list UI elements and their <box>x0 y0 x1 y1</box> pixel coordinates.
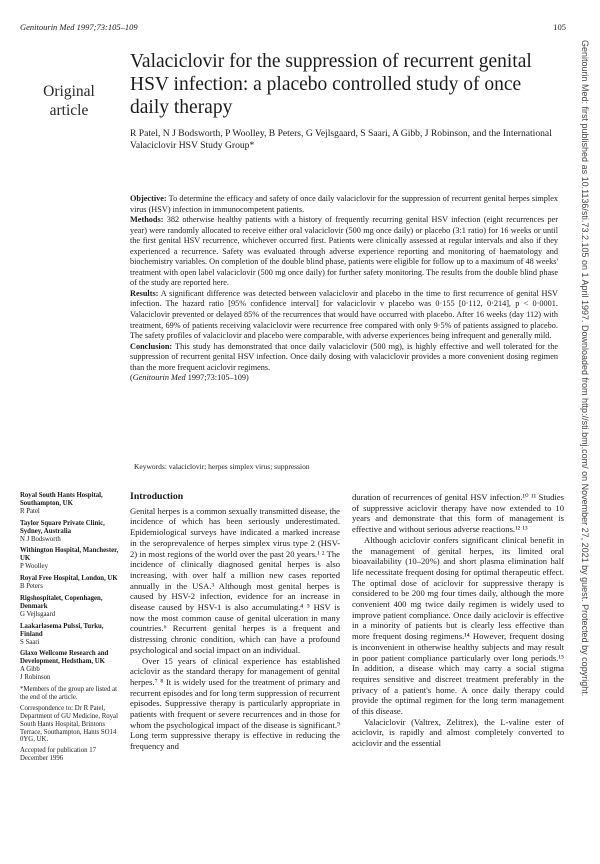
intro-paragraph: Genital herpes is a common sexually transmitted disease, the incidence of which has been seriously underestimated. Epidemiological surveys have indicated a marked increase in the seroprevalence of herpes simplex virus type 2 (HSV-2) in most regions of the world over the past 20 years.¹ ² The incidence of clinically diagnosed genital herpes is also increasing, with over half a million new cases reported annually in the USA.³ Although most genital herpes is caused by HSV-2 infection, evidence for an increase in disease caused by HSV-1 is also accumulating.⁴ ⁵ HSV is now the most common cause of genital ulceration in many countries.⁶ Recurrent genital herpes is a frequent and distressing chronic condition, which can have a profound psychological and social impact on an individual. <box>130 505 340 655</box>
affiliation-institution: Taylor Square Private Clinic, Sydney, Australia <box>20 519 105 535</box>
citation-journal: Genitourin Med <box>132 373 186 383</box>
affiliations <box>20 492 120 763</box>
intro-paragraph: Over 15 years of clinical experience has established aciclovir as the standard therapy for management of genital herpes.⁷ ⁸ It is widely used for the treatment of primary and recurrent episodes and for long term suppression of recurrent episodes. Suppressive therapy is particularly appropriate in patients with frequent or severe recurrences and in those for whom the psychological impact of the disease is significant.⁹ Long term suppressive therapy is effective in reducing the frequency and <box>130 655 340 752</box>
author-list: R Patel, N J Bodsworth, P Woolley, B Peters, G Vejlsgaard, S Saari, A Gibb, J Robinson, and the International Valaciclovir HSV Study Group* <box>130 128 552 151</box>
abstract-results <box>130 289 558 342</box>
accepted-date: Accepted for publication 17 December 1996 <box>20 747 97 763</box>
abstract-methods <box>130 215 558 289</box>
body-paragraph: Valaciclovir (Valtrex, Zelitrex), the L-valine ester of aciclovir, is rapidly and almost completely converted to aciclovir and the essential <box>352 716 564 749</box>
affiliation-author: G Vejlsgaard <box>20 610 56 618</box>
abstract <box>130 194 558 384</box>
running-head: Genitourin Med 1997;73:105–109 <box>20 22 138 32</box>
affiliation-institution: Royal South Hants Hospital, Southampton, UK <box>20 492 103 507</box>
affiliation-institution: Royal Free Hospital, London, UK <box>20 575 118 583</box>
introduction-heading: Introduction <box>130 491 184 502</box>
page-number: 105 <box>553 22 566 32</box>
keywords: Keywords: valaciclovir; herpes simplex virus; suppression <box>134 462 310 471</box>
article-title: Valaciclovir for the suppression of recurrent genital HSV infection: a placebo controlled study of once daily therapy <box>130 51 532 118</box>
affiliation-footnote: *Members of the group are listed at the end of the article. <box>20 686 118 701</box>
download-watermark <box>578 40 592 840</box>
abstract-objective <box>130 194 558 215</box>
methods-text: 382 otherwise healthy patients with a history of frequently recurring genital HSV infection (eight recurrences per year) were randomly allocated to receive either oral valaciclovir (500 mg once daily) or placebo (3:1 ratio) for 16 weeks or until the first genital HSV recurrence, whichever occurred first. Patients were clinically assessed at regular intervals and also if they experienced a recurrence. Safety was evaluated through adverse experience reporting and monitoring of haematology and biochemistry variables. On completion of the double blind phase, patients were eligible for follow up to a maximum of 48 weeks' treatment with open label valaciclovir (500 mg once daily) for further safety monitoring. The results from the double blind phase of the study are reported here. <box>130 215 558 288</box>
affiliation-institution: Glaxo Wellcome Research and Development, Hedstham, UK <box>20 650 109 666</box>
section-label-line-1: Original <box>43 83 95 100</box>
affiliation-institution: Laakarlasema Pulssi, Turku, Finland <box>20 622 104 638</box>
affiliation-author: P Woolley <box>20 563 48 571</box>
conclusion-label: Conclusion: <box>130 341 173 351</box>
results-text: A significant difference was detected between valaciclovir and placebo in the time to first recurrence of genital HSV infection. The hazard ratio [95% confidence interval] for valaciclovir v placebo was 0·155 [0·112, 0·214], p < 0·0001. Valaciclovir prevented or delayed 85% of the recurrences that would have occurred with placebo. After 16 weeks (day 112) with treatment, 69% of patients receiving valaciclovir were recurrence free compared with only 9·5% of patients assigned to placebo. The safety profiles of valaciclovir and placebo were comparable, with adverse experiences being infrequent and generally mild. <box>130 288 558 341</box>
affiliation-author: B Peters <box>20 583 43 591</box>
objective-label: Objective: <box>130 194 167 203</box>
conclusion-text: This study has demonstrated that once daily valaciclovir (500 mg), is highly effective and well tolerated for the suppression of recurrent genital HSV infection. Once daily dosing with valaciclovir provides a more convenient dosing regimen than the more frequent aciclovir regimens. <box>130 341 558 372</box>
affiliation-author: R Patel <box>20 507 40 515</box>
abstract-conclusion <box>130 342 558 374</box>
abstract-citation <box>130 373 558 384</box>
citation-rest: 1997;73:105–109) <box>185 373 249 383</box>
methods-label: Methods: <box>130 215 164 225</box>
affiliation-institution: Withington Hospital, Manchester, UK <box>20 547 119 563</box>
affiliation-author: S Saari <box>20 638 40 646</box>
affiliation-list <box>20 492 120 682</box>
section-label-line-2: article <box>49 102 89 119</box>
affiliation-author: A Gibb J Robinson <box>20 666 51 682</box>
affiliation-author: N J Bodsworth <box>20 535 61 543</box>
body-paragraph: duration of recurrences of genital HSV infection.¹⁰ ¹¹ Studies of suppressive aciclovir therapy have now extended to 10 years and demonstrate that this form of management is effective and without serious adverse reactions.¹² ¹³ <box>352 492 564 535</box>
results-label: Results: <box>130 288 159 298</box>
body-column-left <box>130 492 340 752</box>
citation-open: ( <box>130 373 133 383</box>
body-paragraph: Although aciclovir confers significant clinical benefit in the management of genital herpes, its limited oral bioavailability (10–20%) and short plasma elimination half life necessitate frequent dosing for optimal therapeutic effect. The optimal dose of aciclovir for suppressive therapy is considered to be 200 mg four times daily, although the more convenient 400 mg twice daily regimen is widely used to improve patient compliance. Once daily aciclovir is effective in a minority of patients but is clearly less effective than more frequent dosing regimens.¹⁴ However, frequent dosing is inconvenient in otherwise healthy subjects and may result in poor patient compliance particularly over long periods.¹⁵ In addition, a disease which may carry a social stigma requires sensitive and discreet treatment preferably in the privacy of a patient's home. A once daily therapy could provide the optimal regimen for the long term management of this disease. <box>352 534 564 717</box>
affiliation-institution: Rigshospitalet, Copenhagen, Denmark <box>20 594 103 610</box>
section-label <box>28 82 110 120</box>
objective-text: To determine the efficacy and safety of once daily valaciclovir for the suppression of recurrent genital herpes simplex virus (HSV) infection in immunocompetent patients. <box>130 194 558 214</box>
body-column-right <box>352 492 564 749</box>
watermark-text: Genitourin Med: first published as 10.1136/sti.73.2.105 on 1 April 1997. Downloaded from http://sti.bmj.com/ on November 27, 2021 by guest. Protected by copyright. <box>580 40 590 697</box>
correspondence: Correspondence to: Dr R Patel, Department of GU Medicine, Royal South Hants Hospital, Brintons Terrace, Southampton, Hants SO14 0YG, UK. <box>20 704 118 744</box>
